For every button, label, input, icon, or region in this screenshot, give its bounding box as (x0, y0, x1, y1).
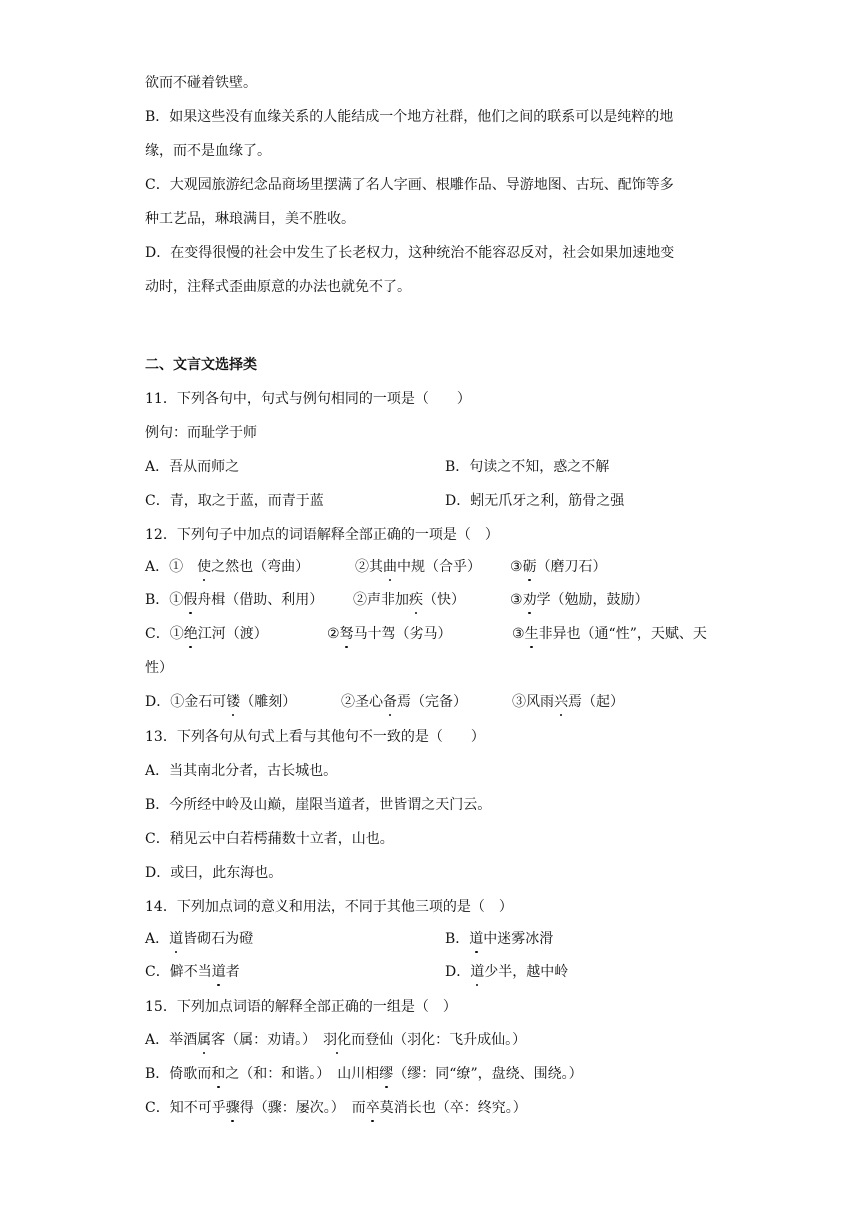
dotted-word: 卒 (365, 1100, 380, 1116)
dotted-word: 缪 (379, 1066, 394, 1082)
question-11-option-c: C．青，取之于蓝，而青于蓝 (145, 493, 324, 509)
question-12-option-a: A．① 使之然也（弯曲） (145, 559, 310, 575)
text-line: 动时，注释式歪曲原意的办法也就免不了。 (145, 279, 411, 295)
question-12-option-c-continued: 性） (145, 660, 173, 676)
dotted-word: 疾 (409, 592, 423, 608)
question-15-stem: 15．下列加点词语的解释全部正确的一组是（ ） (145, 999, 457, 1015)
dotted-word: 属 (197, 1032, 212, 1048)
option-c-line: C．大观园旅游纪念品商场里摆满了名人字画、根雕作品、导游地图、古玩、配饰等多 (145, 177, 674, 193)
question-11-option-a: A．吾从而师之 (145, 459, 240, 475)
dotted-word: 道 (169, 931, 184, 947)
dotted-word: 假 (183, 592, 198, 608)
question-12-option-b: B．①假舟楫（借助、利用） (145, 592, 324, 608)
dotted-word: 使 (197, 559, 212, 575)
question-15-option-b: B．倚歌而和之（和：和谐。） 山川相缪（缪：同“缭”，盘绕、围绕。） (145, 1066, 583, 1082)
question-12-option-c: C．①绝江河（渡） (145, 626, 268, 642)
question-13-option-b: B．今所经中岭及山巅，崖限当道者，世皆谓之天门云。 (145, 797, 492, 813)
dotted-word: 道 (211, 964, 226, 980)
dotted-word: 道 (470, 964, 485, 980)
section-heading: 二、文言文选择类 (145, 357, 257, 373)
question-14-option-d: D．道少半，越中岭 (445, 964, 569, 980)
question-11-option-b: B．句读之不知，惑之不解 (445, 459, 610, 475)
question-11-stem: 11．下列各句中，句式与例句相同的一项是（ ） (145, 391, 471, 407)
question-14-option-a: A．道皆砌石为磴 (145, 931, 254, 947)
option-b-line: B．如果这些没有血缘关系的人能结成一个地方社群，他们之间的联系可以是纯粹的地 (145, 109, 674, 125)
dotted-word: 砺 (522, 559, 537, 575)
dotted-word: 生 (524, 626, 539, 642)
question-12-option-c-item3: ③生非异也（通“性”，天赋、天 (512, 626, 707, 642)
question-12-option-c-item2: ②驽马十驾（劣马） (327, 626, 452, 642)
dotted-word: 骤 (225, 1100, 240, 1116)
dotted-word: 和 (211, 1066, 226, 1082)
question-11-example: 例句：而耻学于师 (145, 425, 257, 441)
question-12-option-b-item2: ②声非加疾（快） (353, 592, 465, 608)
text-line: 缘，而不是血缘了。 (145, 143, 271, 159)
question-13-option-d: D．或曰，此东海也。 (145, 865, 283, 881)
question-14-stem: 14．下列加点词的意义和用法，不同于其他三项的是（ ） (145, 899, 513, 915)
dotted-word: 镂 (226, 694, 241, 710)
dotted-word: 兴 (554, 694, 568, 710)
question-15-option-c: C．知不可乎骤得（骤：屡次。） 而卒莫消长也（卒：终究。） (145, 1100, 527, 1116)
question-12-option-a-item2: ②其曲中规（合乎） (355, 559, 481, 575)
question-12-option-d-item2: ②圣心备焉（完备） (341, 694, 467, 710)
question-12-option-b-item3: ③劝学（勉励，鼓励） (510, 592, 649, 608)
dotted-word: 曲 (383, 559, 397, 575)
text-line: 种工艺品，琳琅满目，美不胜收。 (145, 211, 355, 227)
text-line: 欲而不碰着铁壁。 (145, 75, 257, 91)
dotted-word: 绝 (183, 626, 198, 642)
dotted-word: 备 (383, 694, 397, 710)
dotted-word: 羽化 (323, 1032, 352, 1048)
question-13-stem: 13．下列各句从句式上看与其他句不一致的是（ ） (145, 729, 485, 745)
question-14-option-b: B．道中迷雾冰滑 (445, 931, 554, 947)
dotted-word: 驽 (339, 626, 354, 642)
question-12-option-d-item3: ③风雨兴焉（起） (512, 694, 624, 710)
question-12-option-d: D．①金石可镂（雕刻） (145, 694, 297, 710)
question-12-option-a-item3: ③砺（磨刀石） (510, 559, 607, 575)
question-13-option-a: A．当其南北分者，古长城也。 (145, 763, 338, 779)
dotted-word: 道 (469, 931, 484, 947)
question-12-stem: 12．下列句子中加点的词语解释全部正确的一项是（ ） (145, 527, 499, 543)
question-13-option-c: C．稍见云中白若樗蒱数十立者，山也。 (145, 831, 394, 847)
question-11-option-d: D．蚓无爪牙之利，筋骨之强 (445, 493, 625, 509)
option-d-line: D．在变得很慢的社会中发生了长老权力，这种统治不能容忍反对，社会如果加速地变 (145, 245, 675, 261)
question-15-option-a: A．举酒属客（属：劝请。） 羽化而登仙（羽化：飞升成仙。） (145, 1032, 527, 1048)
dotted-word: 劝 (522, 592, 537, 608)
question-14-option-c: C．僻不当道者 (145, 964, 240, 980)
